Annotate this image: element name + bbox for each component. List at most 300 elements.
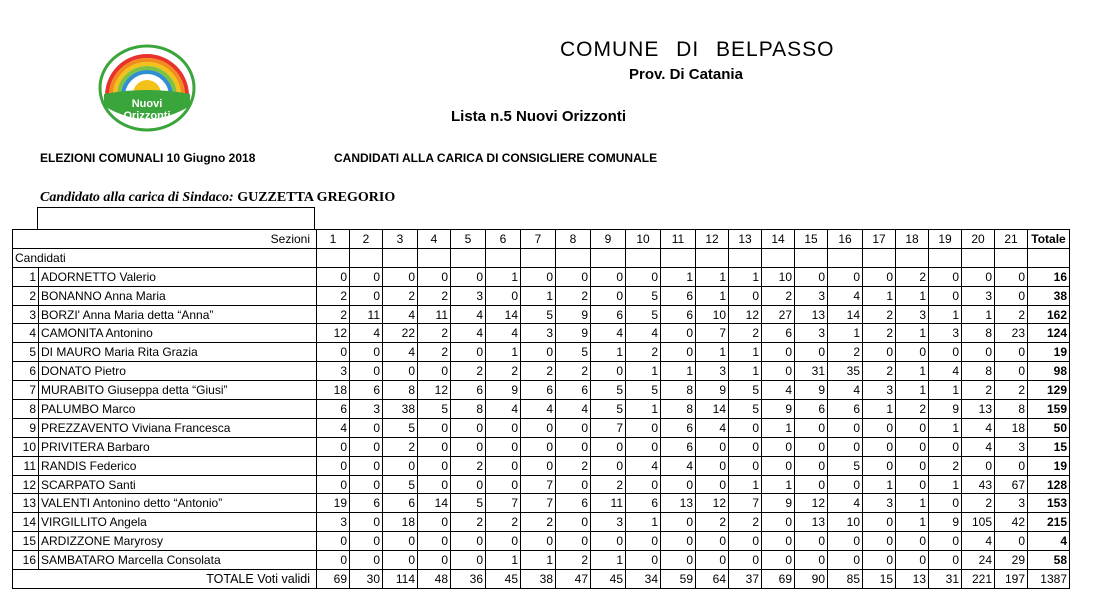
candidate-total: 98: [1028, 362, 1070, 381]
vote-cell: 1: [661, 267, 696, 286]
vote-cell: 3: [521, 324, 556, 343]
province-subtitle: Prov. Di Catania: [629, 66, 743, 83]
vote-cell: 3: [696, 362, 729, 381]
section-header: 7: [521, 230, 556, 249]
vote-cell: 0: [762, 343, 795, 362]
vote-cell: 0: [762, 456, 795, 475]
vote-cell: 2: [696, 513, 729, 532]
vote-cell: 0: [729, 286, 762, 305]
vote-cell: 0: [929, 343, 962, 362]
candidate-total: 129: [1028, 381, 1070, 400]
section-total: 64: [696, 570, 729, 589]
vote-cell: 1: [696, 343, 729, 362]
vote-cell: 1: [863, 475, 896, 494]
vote-cell: 4: [626, 324, 661, 343]
vote-cell: 42: [995, 513, 1028, 532]
vote-cell: 0: [383, 456, 418, 475]
vote-cell: 0: [521, 532, 556, 551]
vote-cell: 4: [962, 437, 995, 456]
results-table: [12, 229, 1070, 589]
candidate-number: 3: [13, 305, 39, 324]
section-total: 30: [350, 570, 383, 589]
vote-cell: 13: [962, 400, 995, 419]
vote-cell: 0: [828, 475, 863, 494]
logo-text-line2: Orizzonti: [123, 110, 171, 122]
vote-cell: 1: [591, 343, 626, 362]
candidate-name: CAMONITA Antonino: [39, 324, 317, 343]
vote-cell: 1: [591, 551, 626, 570]
section-header: 17: [863, 230, 896, 249]
totale-header: Totale: [1028, 230, 1070, 249]
candidate-name: VALENTI Antonino detto “Antonio”: [39, 494, 317, 513]
vote-cell: 8: [962, 324, 995, 343]
section-total: 45: [591, 570, 626, 589]
vote-cell: 0: [896, 475, 929, 494]
empty-cell: [418, 248, 451, 267]
vote-cell: 0: [863, 418, 896, 437]
vote-cell: 3: [591, 513, 626, 532]
vote-cell: 2: [556, 286, 591, 305]
vote-cell: 3: [896, 305, 929, 324]
candidate-name: ADORNETTO Valerio: [39, 267, 317, 286]
candidate-number: 13: [13, 494, 39, 513]
vote-cell: 6: [661, 437, 696, 456]
empty-cell: [556, 248, 591, 267]
section-header: 9: [591, 230, 626, 249]
vote-cell: 3: [350, 400, 383, 419]
vote-cell: 4: [556, 400, 591, 419]
vote-cell: 2: [418, 324, 451, 343]
candidate-name: PRIVITERA Barbaro: [39, 437, 317, 456]
vote-cell: 0: [995, 343, 1028, 362]
list-title: Lista n.5 Nuovi Orizzonti: [451, 108, 627, 125]
empty-cell: [828, 248, 863, 267]
vote-cell: 3: [929, 324, 962, 343]
vote-cell: 0: [762, 532, 795, 551]
vote-cell: 0: [418, 267, 451, 286]
vote-cell: 0: [863, 513, 896, 532]
empty-cell: [962, 248, 995, 267]
candidacy-heading: CANDIDATI ALLA CARICA DI CONSIGLIERE COMUNALE: [334, 151, 658, 165]
vote-cell: 1: [863, 400, 896, 419]
vote-cell: 38: [383, 400, 418, 419]
vote-cell: 0: [418, 475, 451, 494]
vote-cell: 0: [762, 437, 795, 456]
vote-cell: 2: [521, 362, 556, 381]
candidate-total: 159: [1028, 400, 1070, 419]
vote-cell: 0: [896, 456, 929, 475]
vote-cell: 2: [729, 513, 762, 532]
vote-cell: 6: [451, 381, 486, 400]
vote-cell: 0: [350, 532, 383, 551]
vote-cell: 2: [383, 437, 418, 456]
section-header: 13: [729, 230, 762, 249]
candidate-total: 19: [1028, 343, 1070, 362]
vote-cell: 4: [350, 324, 383, 343]
vote-cell: 8: [962, 362, 995, 381]
vote-cell: 4: [696, 418, 729, 437]
vote-cell: 0: [556, 437, 591, 456]
vote-cell: 1: [486, 343, 521, 362]
vote-cell: 5: [626, 381, 661, 400]
page-title: COMUNE DI BELPASSO: [560, 38, 835, 61]
vote-cell: 0: [729, 551, 762, 570]
table-row: [13, 286, 1070, 305]
vote-cell: 0: [486, 456, 521, 475]
vote-cell: 0: [451, 551, 486, 570]
candidate-name: BORZI' Anna Maria detta “Anna”: [39, 305, 317, 324]
vote-cell: 5: [383, 418, 418, 437]
vote-cell: 4: [486, 324, 521, 343]
vote-cell: 6: [350, 381, 383, 400]
candidate-number: 7: [13, 381, 39, 400]
vote-cell: 0: [729, 532, 762, 551]
table-row: [13, 513, 1070, 532]
vote-cell: 0: [350, 513, 383, 532]
grand-total: 1387: [1028, 570, 1070, 589]
vote-cell: 0: [418, 513, 451, 532]
vote-cell: 0: [762, 513, 795, 532]
vote-cell: 0: [696, 437, 729, 456]
candidate-name: RANDIS Federico: [39, 456, 317, 475]
table-row: [13, 267, 1070, 286]
vote-cell: 2: [451, 513, 486, 532]
vote-cell: 1: [661, 362, 696, 381]
vote-cell: 0: [317, 532, 350, 551]
empty-cell: [350, 248, 383, 267]
section-total: 45: [486, 570, 521, 589]
vote-cell: 0: [451, 267, 486, 286]
section-total: 38: [521, 570, 556, 589]
vote-cell: 0: [762, 551, 795, 570]
candidate-total: 15: [1028, 437, 1070, 456]
vote-cell: 14: [696, 400, 729, 419]
vote-cell: 0: [729, 418, 762, 437]
vote-cell: 4: [451, 324, 486, 343]
vote-cell: 8: [383, 381, 418, 400]
vote-cell: 0: [828, 551, 863, 570]
vote-cell: 2: [486, 513, 521, 532]
table-row: [13, 381, 1070, 400]
vote-cell: 13: [795, 513, 828, 532]
vote-cell: 0: [995, 532, 1028, 551]
vote-cell: 9: [556, 324, 591, 343]
header-empty-box: [37, 207, 315, 230]
vote-cell: 0: [383, 551, 418, 570]
vote-cell: 0: [521, 418, 556, 437]
vote-cell: 1: [521, 551, 556, 570]
vote-cell: 2: [896, 267, 929, 286]
vote-cell: 6: [556, 381, 591, 400]
candidate-number: 8: [13, 400, 39, 419]
vote-cell: 0: [418, 362, 451, 381]
vote-cell: 14: [418, 494, 451, 513]
vote-cell: 31: [795, 362, 828, 381]
vote-cell: 0: [317, 475, 350, 494]
vote-cell: 1: [929, 305, 962, 324]
vote-cell: 0: [929, 532, 962, 551]
vote-cell: 1: [896, 286, 929, 305]
vote-cell: 2: [863, 305, 896, 324]
vote-cell: 29: [995, 551, 1028, 570]
vote-cell: 2: [962, 381, 995, 400]
empty-cell: [929, 248, 962, 267]
vote-cell: 0: [486, 286, 521, 305]
table-row: [13, 305, 1070, 324]
vote-cell: 0: [418, 418, 451, 437]
vote-cell: 2: [521, 513, 556, 532]
logo-text-line1: Nuovi: [131, 98, 163, 110]
vote-cell: 13: [661, 494, 696, 513]
vote-cell: 0: [451, 475, 486, 494]
section-header: 12: [696, 230, 729, 249]
vote-cell: 1: [626, 513, 661, 532]
vote-cell: 9: [556, 305, 591, 324]
vote-cell: 0: [486, 475, 521, 494]
vote-cell: 4: [828, 381, 863, 400]
vote-cell: 8: [661, 400, 696, 419]
vote-cell: 1: [762, 418, 795, 437]
vote-cell: 2: [962, 494, 995, 513]
vote-cell: 0: [418, 456, 451, 475]
vote-cell: 0: [863, 456, 896, 475]
candidate-total: 215: [1028, 513, 1070, 532]
empty-cell: [521, 248, 556, 267]
vote-cell: 7: [521, 494, 556, 513]
table-row: [13, 362, 1070, 381]
candidate-total: 4: [1028, 532, 1070, 551]
vote-cell: 12: [729, 305, 762, 324]
vote-cell: 22: [383, 324, 418, 343]
candidate-number: 6: [13, 362, 39, 381]
vote-cell: 6: [350, 494, 383, 513]
vote-cell: 2: [317, 305, 350, 324]
vote-cell: 2: [591, 475, 626, 494]
vote-cell: 2: [451, 362, 486, 381]
vote-cell: 0: [661, 324, 696, 343]
vote-cell: 7: [729, 494, 762, 513]
candidate-number: 4: [13, 324, 39, 343]
vote-cell: 3: [863, 381, 896, 400]
vote-cell: 10: [696, 305, 729, 324]
vote-cell: 0: [350, 456, 383, 475]
vote-cell: 0: [929, 286, 962, 305]
vote-cell: 5: [556, 343, 591, 362]
vote-cell: 18: [995, 418, 1028, 437]
vote-cell: 12: [317, 324, 350, 343]
vote-cell: 19: [317, 494, 350, 513]
vote-cell: 1: [729, 267, 762, 286]
vote-cell: 0: [626, 551, 661, 570]
vote-cell: 2: [486, 362, 521, 381]
vote-cell: 3: [995, 437, 1028, 456]
vote-cell: 0: [661, 532, 696, 551]
mayor-candidate: [40, 190, 395, 206]
vote-cell: 0: [626, 418, 661, 437]
vote-cell: 3: [962, 286, 995, 305]
vote-cell: 4: [317, 418, 350, 437]
empty-cell: [696, 248, 729, 267]
vote-cell: 13: [795, 305, 828, 324]
vote-cell: 11: [418, 305, 451, 324]
nuovi-orizzonti-logo: [98, 44, 196, 132]
vote-cell: 4: [661, 456, 696, 475]
section-header: 10: [626, 230, 661, 249]
vote-cell: 0: [418, 437, 451, 456]
vote-cell: 18: [317, 381, 350, 400]
section-header: 16: [828, 230, 863, 249]
vote-cell: 4: [626, 456, 661, 475]
vote-cell: 1: [929, 475, 962, 494]
vote-cell: 0: [962, 267, 995, 286]
vote-cell: 4: [828, 286, 863, 305]
vote-cell: 14: [486, 305, 521, 324]
vote-cell: 2: [762, 286, 795, 305]
empty-cell: [591, 248, 626, 267]
mayor-label: Candidato alla carica di Sindaco:: [40, 190, 234, 205]
vote-cell: 105: [962, 513, 995, 532]
vote-cell: 1: [896, 513, 929, 532]
vote-cell: 0: [591, 532, 626, 551]
section-total: 15: [863, 570, 896, 589]
candidate-total: 50: [1028, 418, 1070, 437]
section-header: 3: [383, 230, 418, 249]
section-header: 5: [451, 230, 486, 249]
candidate-total: 128: [1028, 475, 1070, 494]
section-header: 15: [795, 230, 828, 249]
vote-cell: 2: [828, 343, 863, 362]
empty-cell: [486, 248, 521, 267]
vote-cell: 0: [383, 532, 418, 551]
vote-cell: 0: [317, 456, 350, 475]
vote-cell: 7: [591, 418, 626, 437]
candidate-total: 162: [1028, 305, 1070, 324]
vote-cell: 0: [626, 532, 661, 551]
vote-cell: 0: [661, 343, 696, 362]
vote-cell: 8: [661, 381, 696, 400]
candidate-number: 2: [13, 286, 39, 305]
totals-label: TOTALE Voti validi: [13, 570, 317, 589]
vote-cell: 0: [995, 456, 1028, 475]
empty-cell: [762, 248, 795, 267]
vote-cell: 0: [418, 532, 451, 551]
table-row: [13, 475, 1070, 494]
vote-cell: 1: [896, 362, 929, 381]
candidate-name: PALUMBO Marco: [39, 400, 317, 419]
candidate-number: 12: [13, 475, 39, 494]
vote-cell: 9: [696, 381, 729, 400]
vote-cell: 0: [995, 267, 1028, 286]
vote-cell: 1: [729, 475, 762, 494]
vote-cell: 0: [795, 456, 828, 475]
section-header: 21: [995, 230, 1028, 249]
vote-cell: 0: [696, 475, 729, 494]
vote-cell: 2: [418, 286, 451, 305]
vote-cell: 0: [486, 532, 521, 551]
empty-cell: [383, 248, 418, 267]
vote-cell: 6: [762, 324, 795, 343]
vote-cell: 0: [317, 343, 350, 362]
vote-cell: 2: [556, 362, 591, 381]
vote-cell: 1: [626, 362, 661, 381]
sezioni-label: Sezioni: [13, 230, 317, 249]
candidate-name: DI MAURO Maria Rita Grazia: [39, 343, 317, 362]
vote-cell: 0: [486, 418, 521, 437]
vote-cell: 0: [350, 475, 383, 494]
candidate-number: 15: [13, 532, 39, 551]
vote-cell: 5: [591, 381, 626, 400]
vote-cell: 0: [350, 267, 383, 286]
vote-cell: 12: [696, 494, 729, 513]
vote-cell: 2: [451, 456, 486, 475]
vote-cell: 0: [929, 267, 962, 286]
vote-cell: 0: [451, 437, 486, 456]
vote-cell: 2: [556, 456, 591, 475]
empty-cell: [626, 248, 661, 267]
section-header: 11: [661, 230, 696, 249]
vote-cell: 0: [521, 456, 556, 475]
vote-cell: 0: [556, 267, 591, 286]
candidate-total: 58: [1028, 551, 1070, 570]
vote-cell: 0: [896, 437, 929, 456]
vote-cell: 1: [696, 267, 729, 286]
vote-cell: 1: [729, 362, 762, 381]
vote-cell: 6: [383, 494, 418, 513]
vote-cell: 0: [661, 551, 696, 570]
vote-cell: 0: [556, 532, 591, 551]
candidate-name: SCARPATO Santi: [39, 475, 317, 494]
vote-cell: 0: [591, 267, 626, 286]
vote-cell: 43: [962, 475, 995, 494]
vote-cell: 0: [962, 343, 995, 362]
vote-cell: 0: [795, 418, 828, 437]
vote-cell: 7: [521, 475, 556, 494]
vote-cell: 3: [995, 494, 1028, 513]
section-header: 18: [896, 230, 929, 249]
vote-cell: 18: [383, 513, 418, 532]
table-row: [13, 418, 1070, 437]
vote-cell: 2: [896, 400, 929, 419]
vote-cell: 2: [626, 343, 661, 362]
candidate-number: 16: [13, 551, 39, 570]
vote-cell: 2: [317, 286, 350, 305]
vote-cell: 9: [762, 400, 795, 419]
section-total: 69: [317, 570, 350, 589]
empty-cell: [795, 248, 828, 267]
vote-cell: 4: [451, 305, 486, 324]
vote-cell: 0: [591, 456, 626, 475]
vote-cell: 0: [995, 362, 1028, 381]
vote-cell: 1: [929, 418, 962, 437]
section-total: 69: [762, 570, 795, 589]
vote-cell: 4: [929, 362, 962, 381]
table-row: [13, 494, 1070, 513]
vote-cell: 5: [626, 305, 661, 324]
vote-cell: 1: [896, 324, 929, 343]
vote-cell: 5: [626, 286, 661, 305]
election-date: ELEZIONI COMUNALI 10 Giugno 2018: [40, 151, 256, 165]
vote-cell: 0: [863, 437, 896, 456]
vote-cell: 4: [521, 400, 556, 419]
candidate-number: 5: [13, 343, 39, 362]
vote-cell: 0: [962, 456, 995, 475]
vote-cell: 0: [451, 343, 486, 362]
vote-cell: 5: [418, 400, 451, 419]
vote-cell: 1: [486, 267, 521, 286]
section-header: 4: [418, 230, 451, 249]
vote-cell: 14: [828, 305, 863, 324]
vote-cell: 2: [863, 362, 896, 381]
